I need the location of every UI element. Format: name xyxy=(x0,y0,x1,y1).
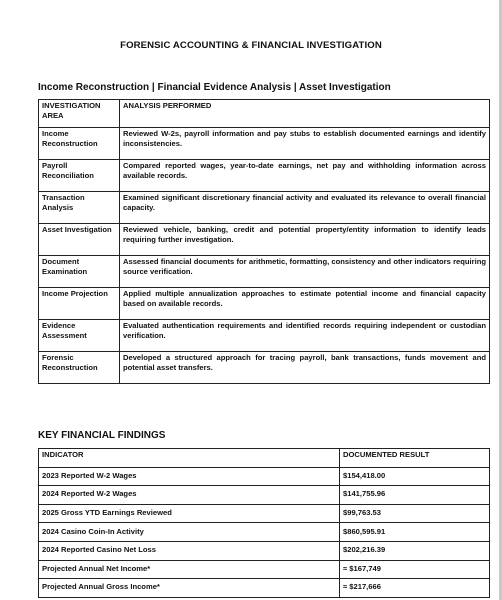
investigation-area-cell: Income Reconstruction xyxy=(39,128,120,160)
analysis-performed-cell: Evaluated authentication requirements and identified records requiring independent or custodian verification. xyxy=(120,320,490,352)
result-cell: $154,418.00 xyxy=(340,467,490,486)
table-row xyxy=(39,320,490,352)
result-cell: $99,763.53 xyxy=(340,504,490,523)
table-row xyxy=(39,160,490,192)
column-header-investigation-area: INVESTIGATION AREA xyxy=(39,100,120,128)
analysis-performed-cell: Reviewed W-2s, payroll information and pay stubs to establish documented earnings and identify inconsistencies. xyxy=(120,128,490,160)
investigation-area-cell: Income Projection xyxy=(39,288,120,320)
investigation-area-cell: Document Examination xyxy=(39,256,120,288)
key-findings-table xyxy=(38,448,490,598)
result-cell: $141,755.96 xyxy=(340,486,490,505)
analysis-performed-cell: Assessed financial documents for arithmetic, formatting, consistency and other indicators requiring source verification. xyxy=(120,256,490,288)
table-row xyxy=(39,579,490,598)
investigation-area-cell: Transaction Analysis xyxy=(39,192,120,224)
table-header-row xyxy=(39,449,490,468)
analysis-section-heading: Income Reconstruction | Financial Evidence Analysis | Asset Investigation xyxy=(38,82,391,93)
findings-section-heading: KEY FINANCIAL FINDINGS xyxy=(38,430,166,441)
table-row xyxy=(39,128,490,160)
analysis-performed-cell: Compared reported wages, year-to-date earnings, net pay and withholding information across available records. xyxy=(120,160,490,192)
table-row xyxy=(39,288,490,320)
table-row xyxy=(39,256,490,288)
table-row xyxy=(39,486,490,505)
indicator-cell: 2023 Reported W-2 Wages xyxy=(39,467,340,486)
table-row xyxy=(39,523,490,542)
indicator-cell: Projected Annual Gross Income* xyxy=(39,579,340,598)
table-row xyxy=(39,541,490,560)
investigation-area-cell: Payroll Reconciliation xyxy=(39,160,120,192)
column-header-indicator: INDICATOR xyxy=(39,449,340,468)
investigation-analysis-table xyxy=(38,99,490,384)
analysis-performed-cell: Applied multiple annualization approaches to estimate potential income and financial capacity based on available records. xyxy=(120,288,490,320)
table-row xyxy=(39,504,490,523)
result-cell: ≈ $217,666 xyxy=(340,579,490,598)
result-cell: ≈ $167,749 xyxy=(340,560,490,579)
investigation-area-cell: Asset Investigation xyxy=(39,224,120,256)
indicator-cell: 2024 Reported Casino Net Loss xyxy=(39,541,340,560)
table-row xyxy=(39,467,490,486)
analysis-performed-cell: Reviewed vehicle, banking, credit and potential property/entity information to identify leads requiring further investigation. xyxy=(120,224,490,256)
indicator-cell: 2024 Reported W-2 Wages xyxy=(39,486,340,505)
table-row xyxy=(39,224,490,256)
result-cell: $860,595.91 xyxy=(340,523,490,542)
document-title: FORENSIC ACCOUNTING & FINANCIAL INVESTIGATION xyxy=(120,40,382,51)
investigation-area-cell: Forensic Reconstruction xyxy=(39,352,120,384)
table-row xyxy=(39,192,490,224)
table-header-row xyxy=(39,100,490,128)
column-header-documented-result: DOCUMENTED RESULT xyxy=(340,449,490,468)
investigation-area-cell: Evidence Assessment xyxy=(39,320,120,352)
indicator-cell: 2024 Casino Coin-In Activity xyxy=(39,523,340,542)
indicator-cell: 2025 Gross YTD Earnings Reviewed xyxy=(39,504,340,523)
table-row xyxy=(39,560,490,579)
column-header-analysis-performed: ANALYSIS PERFORMED xyxy=(120,100,490,128)
analysis-performed-cell: Examined significant discretionary financial activity and evaluated its relevance to overall financial capacity. xyxy=(120,192,490,224)
analysis-performed-cell: Developed a structured approach for tracing payroll, bank transactions, funds movement and potential asset transfers. xyxy=(120,352,490,384)
indicator-cell: Projected Annual Net Income* xyxy=(39,560,340,579)
result-cell: $202,216.39 xyxy=(340,541,490,560)
table-row xyxy=(39,352,490,384)
